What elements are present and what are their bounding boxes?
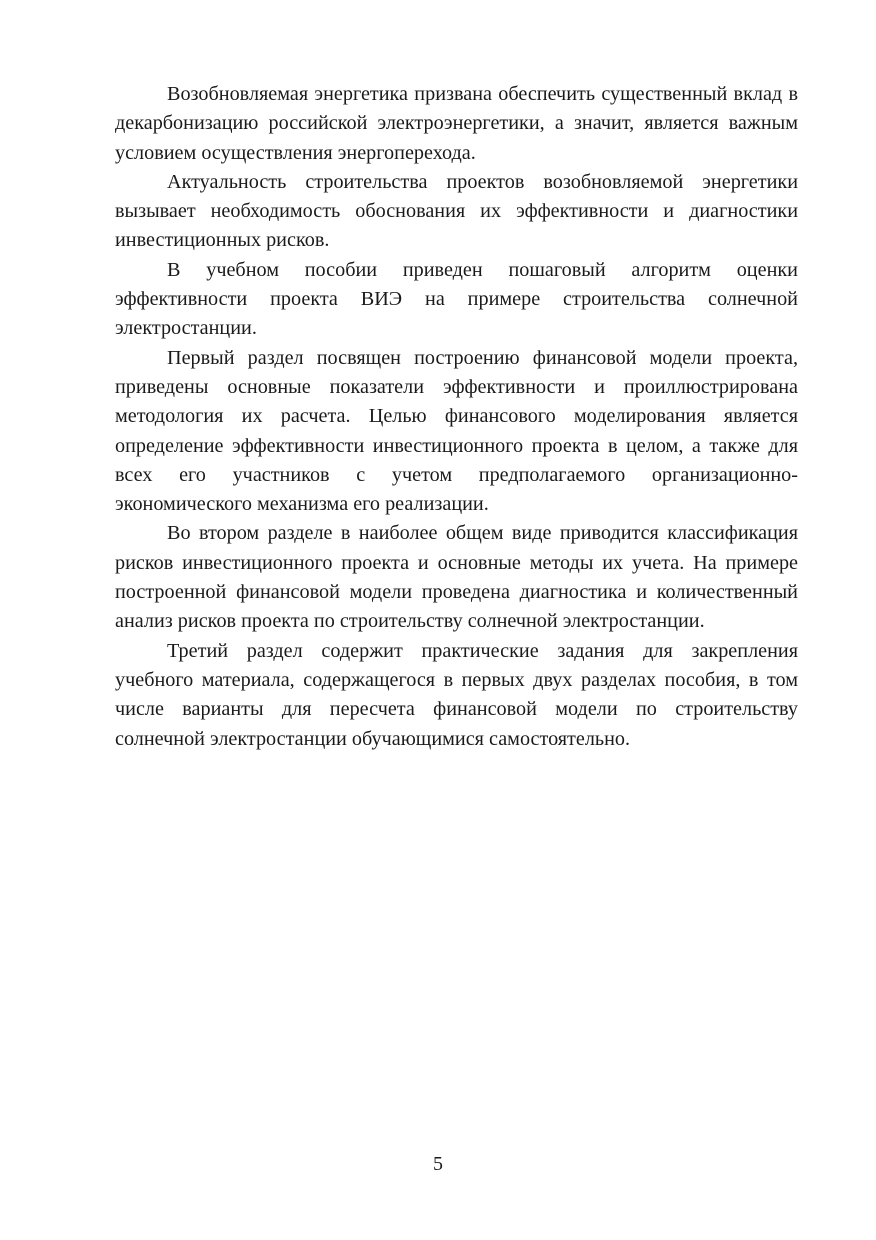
paragraph-4: Первый раздел посвящен построению финансовой модели проекта, приведены основные показатели эффективности и проиллюстрирована методология их расчета. Целью финансового моделирования является определение эффективности инвестиционного проекта в целом, а также для всех его участников с учетом предполагаемого организационно-экономического механизма его реализации.: [115, 346, 798, 516]
body-text: [115, 80, 798, 754]
paragraph-5: Во втором разделе в наиболее общем виде приводится классификация рисков инвестиционного проекта и основные методы их учета. На примере построенной финансовой модели проведена диагностика и количественный анализ рисков проекта по строительству солнечной электростанции.: [115, 522, 798, 633]
page-number: 5: [433, 1153, 443, 1175]
paragraph-2: Актуальность строительства проектов возобновляемой энергетики вызывает необходимость обоснования их эффективности и диагностики инвестиционных рисков.: [115, 170, 798, 252]
paragraph-3: В учебном пособии приведен пошаговый алгоритм оценки эффективности проекта ВИЭ на примере строительства солнечной электростанции.: [115, 258, 798, 340]
paragraph-1: Возобновляемая энергетика призвана обеспечить существенный вклад в декарбонизацию российской электроэнергетики, а значит, является важным условием осуществления энергоперехода.: [115, 83, 798, 164]
paragraph-6: Третий раздел содержит практические задания для закрепления учебного материала, содержащегося в первых двух разделах пособия, в том числе варианты для пересчета финансовой модели по строительству солнечной электростанции обучающимися самостоятельно.: [115, 639, 798, 750]
